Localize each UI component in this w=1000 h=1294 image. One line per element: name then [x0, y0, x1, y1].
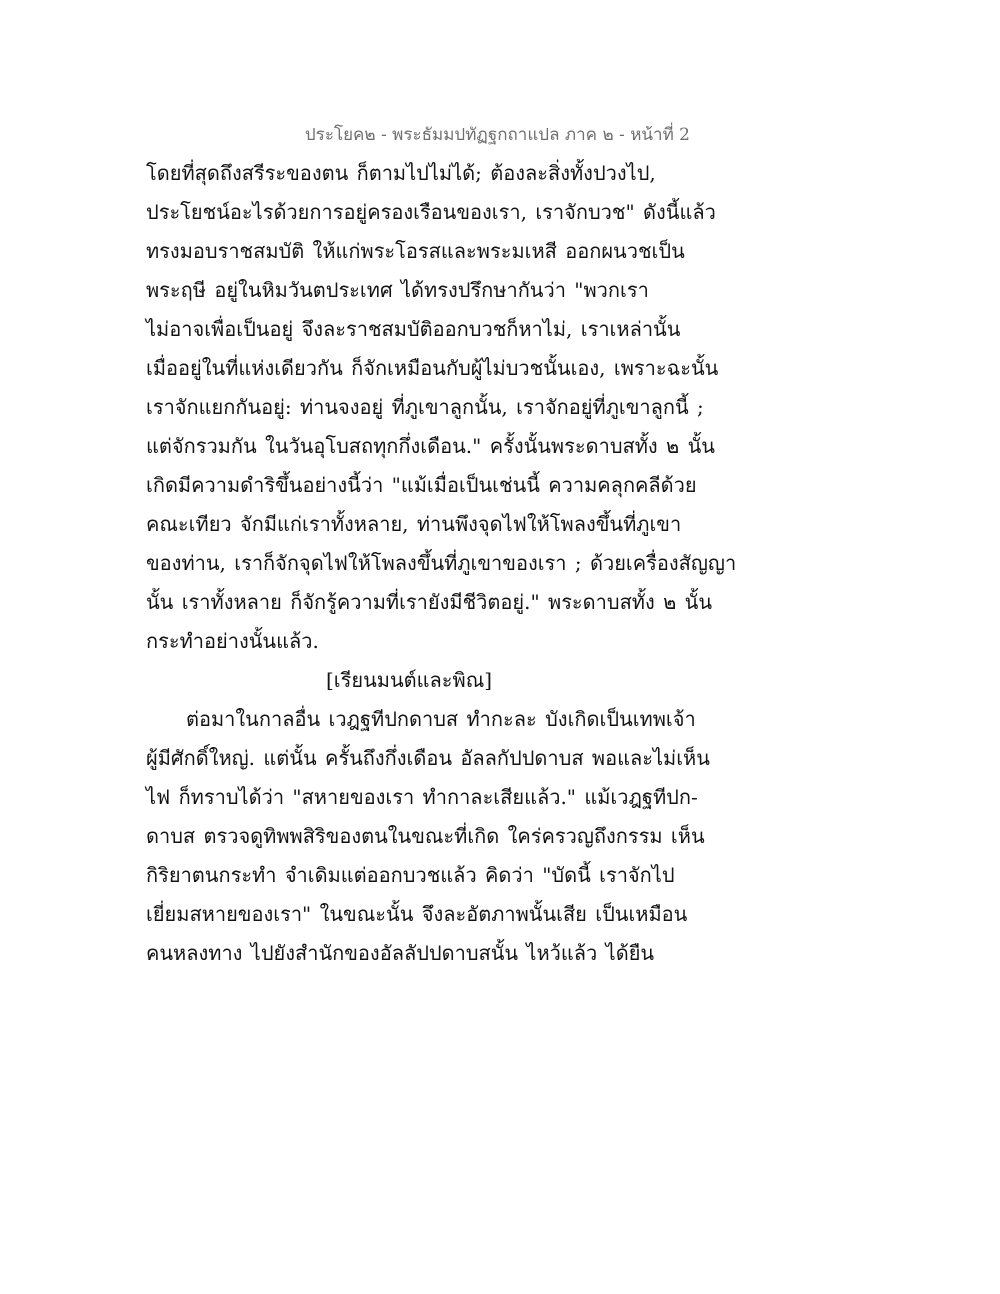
text-line: ทรงมอบราชสมบัติ ให้แก่พระโอรสและพระมเหสี ออกผนวชเป็น: [146, 239, 685, 263]
text-line: นั้น เราทั้งหลาย ก็จักรู้ความที่เรายังมีชีวิตอยู่." พระดาบสทั้ง ๒ นั้น: [146, 590, 712, 614]
text-line: แต่จักรวมกัน ในวันอุโบสถทุกกึ่งเดือน." ครั้งนั้นพระดาบสทั้ง ๒ นั้น: [146, 434, 715, 458]
text-line: พระฤษี อยู่ในหิมวันตประเทศ ได้ทรงปรึกษากันว่า "พวกเรา: [146, 278, 649, 302]
paragraph-first-line: ต่อมาในกาลอื่น เวฎฐทีปกดาบส ทำกะละ บังเกิดเป็นเทพเจ้า: [186, 707, 696, 731]
text-line: ของท่าน, เราก็จักจุดไฟให้โพลงขึ้นที่ภูเขาของเรา ; ด้วยเครื่องสัญญา: [146, 551, 737, 575]
text-line: ไม่อาจเพื่อเป็นอยู่ จึงละราชสมบัติออกบวชก็หาไม่, เราเหล่านั้น: [146, 317, 681, 341]
text-line: เยี่ยมสหายของเรา" ในขณะนั้น จึงละอัตภาพนั้นเสีย เป็นเหมือน: [146, 902, 688, 926]
text-line: กระทำอย่างนั้นแล้ว.: [146, 629, 319, 653]
text-line: ไฟ ก็ทราบได้ว่า "สหายของเรา ทำกาละเสียแล้ว." แม้เวฎฐทีปก-: [146, 785, 698, 809]
text-line: เมื่ออยู่ในที่แห่งเดียวกัน ก็จักเหมือนกับผู้ไม่บวชนั้นเอง, เพราะฉะนั้น: [146, 356, 719, 380]
running-header: ประโยค๒ - พระธัมมปทัฏฐกถาแปล ภาค ๒ - หน้าที่ 2: [304, 125, 690, 145]
body-text: [146, 154, 746, 973]
text-line: คนหลงทาง ไปยังสำนักของอัลลัปปดาบสนั้น ไหว้แล้ว ได้ยืน: [146, 941, 655, 965]
text-line: ผู้มีศักดิ์ใหญ่. แต่นั้น ครั้นถึงกึ่งเดือน อัลลกัปปดาบส พอและไม่เห็น: [146, 746, 710, 770]
text-line: กิริยาตนกระทำ จำเดิมแต่ออกบวชแล้ว คิดว่า "บัดนี้ เราจักไป: [146, 863, 675, 887]
section-heading: [เรียนมนต์และพิณ]: [326, 668, 493, 692]
text-line: ประโยชน์อะไรด้วยการอยู่ครองเรือนของเรา, เราจักบวช" ดังนี้แล้ว: [146, 200, 716, 224]
text-line: คณะเทียว จักมีแก่เราทั้งหลาย, ท่านพึงจุดไฟให้โพลงขึ้นที่ภูเขา: [146, 512, 682, 536]
text-line: เราจักแยกกันอยู่: ท่านจงอยู่ ที่ภูเขาลูกนั้น, เราจักอยู่ที่ภูเขาลูกนี้ ;: [146, 395, 704, 419]
text-line: โดยที่สุดถึงสรีระของตน ก็ตามไปไม่ได้; ต้องละสิ่งทั้งปวงไป,: [146, 161, 656, 185]
text-line: ดาบส ตรวจดูทิพพสิริของตนในขณะที่เกิด ใคร่ครวญถึงกรรม เห็น: [146, 824, 705, 848]
text-line: เกิดมีความดำริขึ้นอย่างนี้ว่า "แม้เมื่อเป็นเช่นนี้ ความคลุกคลีด้วย: [146, 473, 697, 497]
